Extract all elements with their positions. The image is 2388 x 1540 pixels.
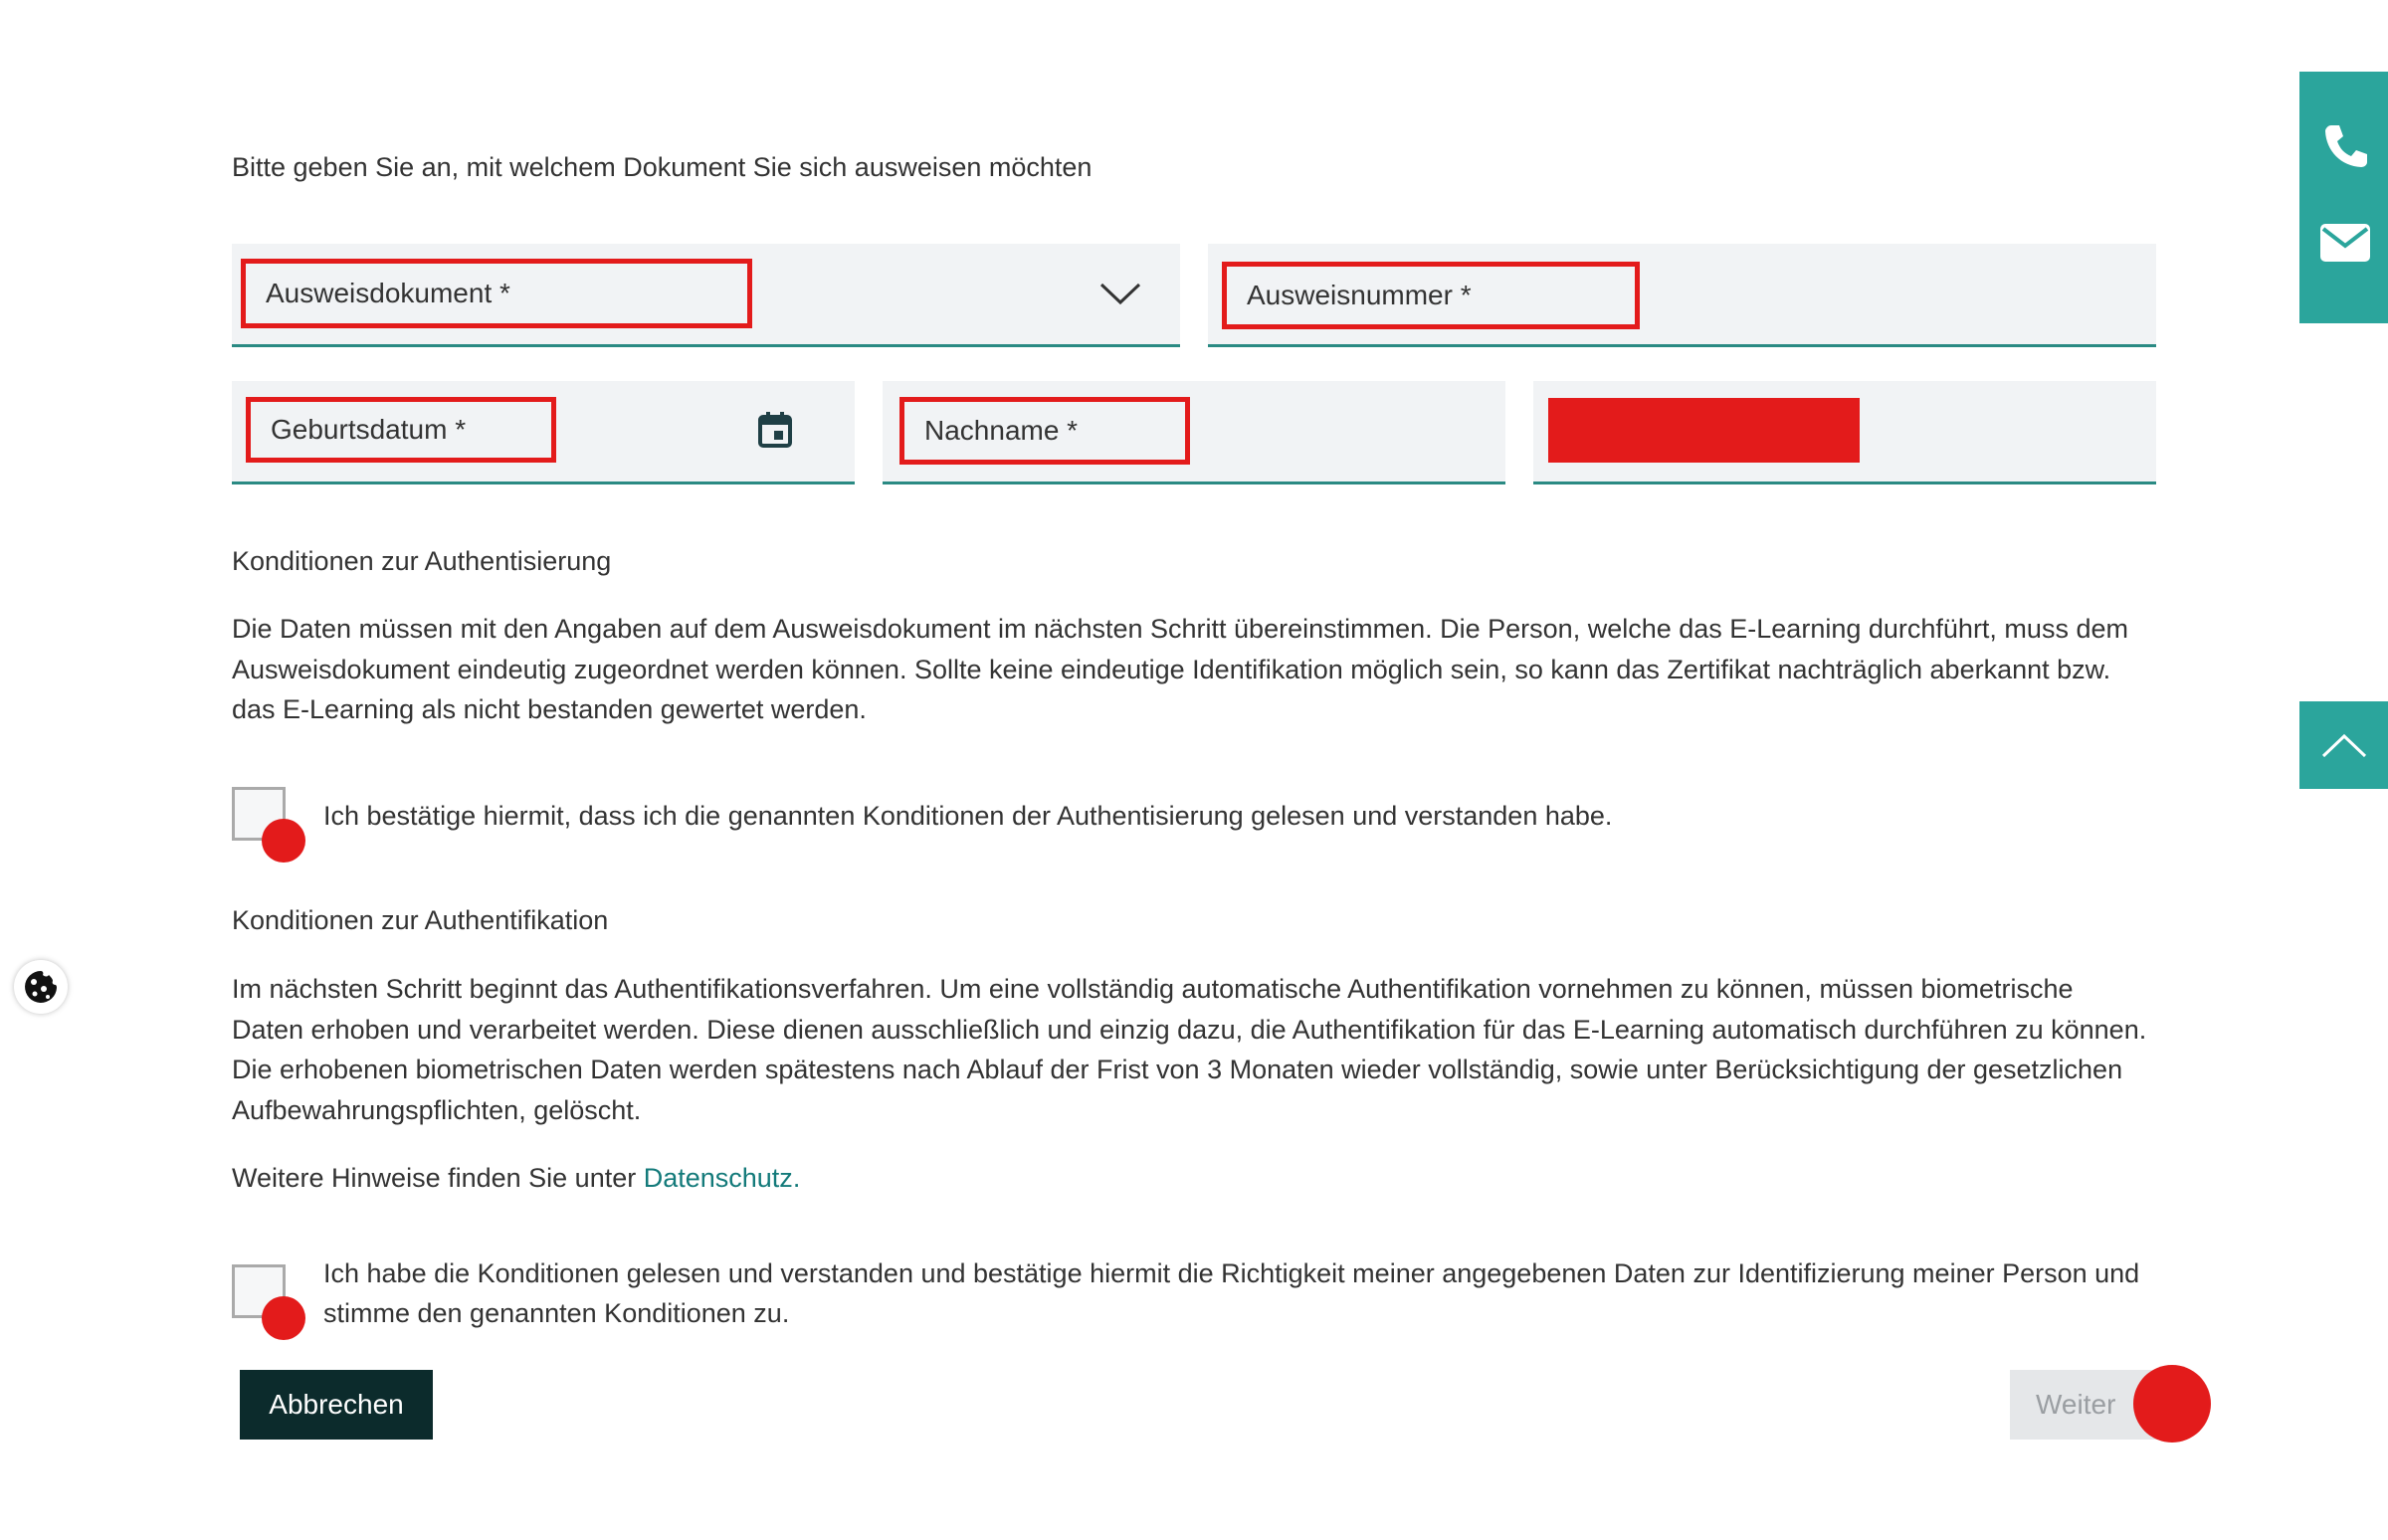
document-number-input[interactable] bbox=[1208, 244, 2156, 347]
birthdate-label: Geburtsdatum * bbox=[246, 397, 556, 463]
click-marker bbox=[2133, 1365, 2211, 1443]
cookie-settings-button[interactable] bbox=[14, 960, 68, 1014]
document-number-label: Ausweisnummer * bbox=[1222, 262, 1640, 329]
auth-conditions-heading: Konditionen zur Authentisierung bbox=[232, 546, 612, 576]
next-button[interactable]: Weiter bbox=[2010, 1370, 2179, 1440]
click-marker bbox=[262, 1296, 305, 1340]
lastname-input[interactable] bbox=[883, 381, 1505, 484]
birthdate-input[interactable] bbox=[232, 381, 855, 484]
auth-conditions-text: Die Daten müssen mit den Angaben auf dem Ausweisdokument im nächsten Schritt übereinstimmen. Die Person, welche das E-Learning durchführt, muss dem Ausweisdokument eindeutig zugeordnet werden können. Sollte keine eindeutige Identifikation möglich sein, so kann das Zertifikat nachträglich aberkannt bzw. das E-Learning als nicht bestanden gewertet werden. bbox=[232, 614, 2128, 724]
intro-text: Bitte geben Sie an, mit welchem Dokument Sie sich ausweisen möchten bbox=[232, 152, 1093, 182]
calendar-icon[interactable] bbox=[757, 411, 793, 449]
privacy-link[interactable]: Datenschutz bbox=[643, 1163, 793, 1193]
authentication-conditions-text: Im nächsten Schritt beginnt das Authentifikationsverfahren. Um eine vollständig automatische Authentifikation vornehmen zu können, müssen biometrische Daten erhoben und verarbeitet werden. Diese dienen ausschließlich und einzig dazu, die Authentifikation für das E-Learning automatisch durchführen zu können. Die erhobenen biometrischen Daten werden spätestens nach Ablauf der Frist von 3 Monaten wieder vollständig, sowie unter Berücksichtigung der gesetzlichen Aufbewahrungspflichten, gelöscht. bbox=[232, 974, 2147, 1125]
privacy-hint bbox=[232, 1158, 800, 1198]
scroll-top-button[interactable] bbox=[2299, 701, 2388, 789]
chevron-up-icon bbox=[2321, 732, 2367, 758]
mail-icon[interactable] bbox=[2319, 223, 2371, 268]
privacy-hint-prefix: Weitere Hinweise finden Sie unter bbox=[232, 1163, 644, 1193]
click-marker bbox=[262, 819, 305, 863]
cancel-button[interactable]: Abbrechen bbox=[240, 1370, 433, 1440]
cookie-icon bbox=[23, 969, 59, 1005]
phone-icon[interactable] bbox=[2321, 121, 2371, 176]
chevron-down-icon[interactable] bbox=[1099, 282, 1141, 305]
contact-sidebar bbox=[2299, 72, 2388, 323]
document-type-label: Ausweisdokument * bbox=[241, 259, 752, 328]
privacy-hint-suffix: . bbox=[792, 1163, 801, 1193]
redacted-input[interactable] bbox=[1533, 381, 2156, 484]
redacted-block bbox=[1548, 398, 1860, 463]
authentication-conditions-heading: Konditionen zur Authentifikation bbox=[232, 905, 609, 935]
lastname-label: Nachname * bbox=[899, 397, 1190, 465]
auth-conditions-checkbox-label: Ich bestätige hiermit, dass ich die genannten Konditionen der Authentisierung gelesen und verstanden habe. bbox=[323, 801, 1613, 831]
document-type-select[interactable] bbox=[232, 244, 1180, 347]
authentication-conditions-checkbox-label: Ich habe die Konditionen gelesen und verstanden und bestätige hiermit die Richtigkeit meiner angegebenen Daten zur Identifizierung meiner Person und stimme den genannten Konditionen zu. bbox=[323, 1258, 2140, 1328]
